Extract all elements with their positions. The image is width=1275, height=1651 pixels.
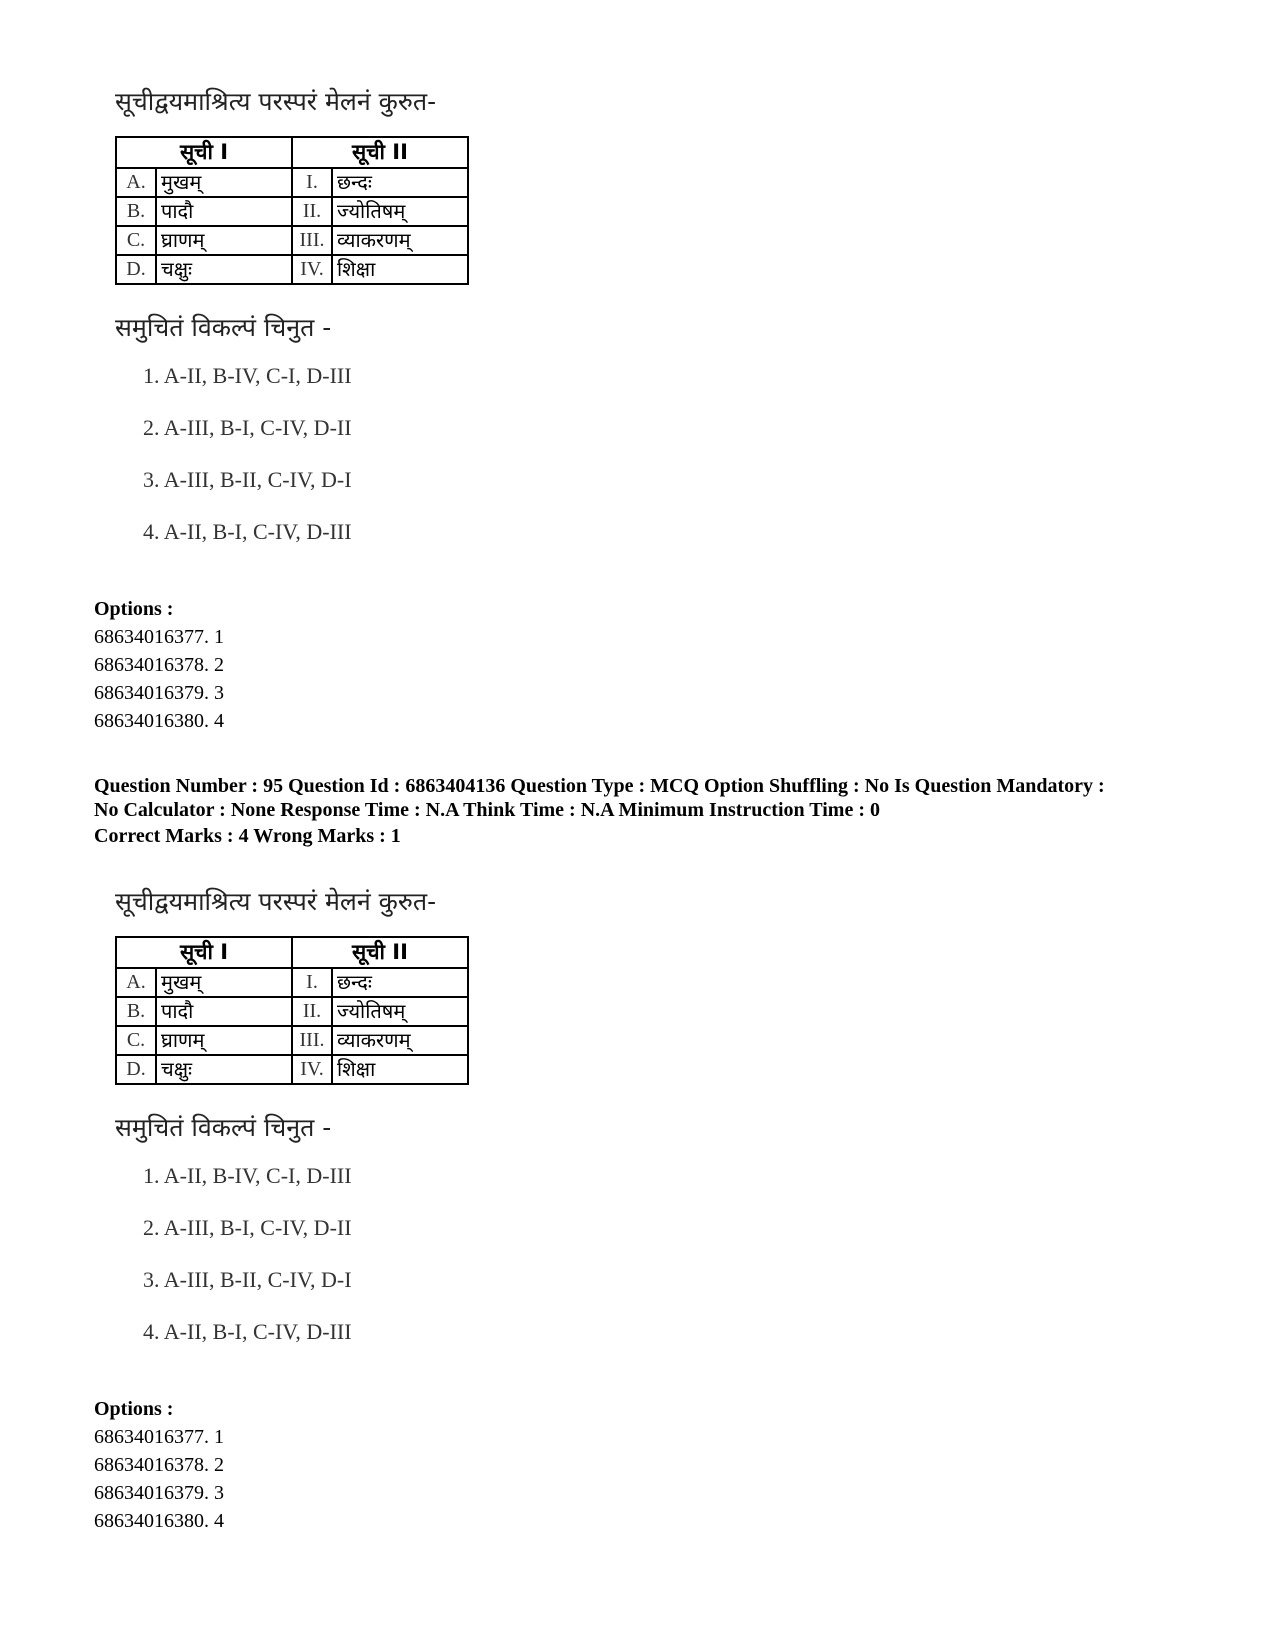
row-key-right: IV.: [292, 255, 332, 284]
row-key-left: D.: [116, 255, 156, 284]
row-value-right: व्याकरणम्: [332, 226, 468, 255]
list-1-header: सूची I: [116, 937, 292, 968]
choice-4: 4. A-II, B-I, C-IV, D-III: [143, 1319, 352, 1344]
row-value-right: व्याकरणम्: [332, 1026, 468, 1055]
options-label: Options :: [94, 1398, 174, 1420]
option-item: 68634016378. 2: [94, 1454, 224, 1476]
table-row: [116, 1026, 468, 1055]
table-row: [116, 226, 468, 255]
question-meta: [94, 774, 1214, 822]
row-key-left: C.: [116, 1026, 156, 1055]
list-1-header: सूची I: [116, 137, 292, 168]
question-image-1: [115, 80, 675, 560]
option-item: 68634016378. 2: [94, 654, 224, 676]
row-value-left: पादौ: [156, 197, 292, 226]
match-table: [115, 936, 469, 1085]
option-item: 68634016377. 1: [94, 1426, 224, 1448]
match-instruction: सूचीद्वयमाश्रित्य परस्परं मेलनं कुरुत-: [115, 87, 437, 116]
row-value-left: घ्राणम्: [156, 226, 292, 255]
row-key-right: II.: [292, 997, 332, 1026]
row-value-left: मुखम्: [156, 168, 292, 197]
row-key-left: B.: [116, 197, 156, 226]
row-key-right: I.: [292, 168, 332, 197]
table-row: [116, 968, 468, 997]
choice-2: 2. A-III, B-I, C-IV, D-II: [143, 1215, 352, 1240]
choice-1: 1. A-II, B-IV, C-I, D-III: [143, 1163, 352, 1188]
option-item: 68634016379. 3: [94, 682, 224, 704]
choice-3: 3. A-III, B-II, C-IV, D-I: [143, 467, 352, 492]
row-value-right: ज्योतिषम्: [332, 197, 468, 226]
question-meta-line-1: Question Number : 95 Question Id : 6863404136 Question Type : MCQ Option Shuffling : No Is Question Mandatory :: [94, 775, 1105, 797]
table-row: [116, 197, 468, 226]
row-value-left: घ्राणम्: [156, 1026, 292, 1055]
row-key-left: B.: [116, 997, 156, 1026]
choose-prompt: समुचितं विकल्पं चिनुत -: [115, 1113, 332, 1142]
row-key-left: A.: [116, 968, 156, 997]
choice-3: 3. A-III, B-II, C-IV, D-I: [143, 1267, 352, 1292]
row-value-right: शिक्षा: [332, 1055, 468, 1084]
row-key-right: II.: [292, 197, 332, 226]
option-item: 68634016380. 4: [94, 710, 224, 732]
row-value-right: छन्दः: [332, 968, 468, 997]
choose-prompt: समुचितं विकल्पं चिनुत -: [115, 313, 332, 342]
option-item: 68634016377. 1: [94, 626, 224, 648]
row-value-right: छन्दः: [332, 168, 468, 197]
question-meta-line-2: No Calculator : None Response Time : N.A Think Time : N.A Minimum Instruction Time : 0: [94, 799, 880, 821]
row-key-left: D.: [116, 1055, 156, 1084]
list-2-header: सूची II: [292, 937, 468, 968]
question-image-2: [115, 880, 675, 1360]
row-value-right: शिक्षा: [332, 255, 468, 284]
row-value-left: चक्षुः: [156, 255, 292, 284]
option-item: 68634016379. 3: [94, 1482, 224, 1504]
options-label: Options :: [94, 598, 174, 620]
row-value-left: चक्षुः: [156, 1055, 292, 1084]
row-key-right: IV.: [292, 1055, 332, 1084]
table-row: [116, 255, 468, 284]
table-row: [116, 1055, 468, 1084]
row-value-left: पादौ: [156, 997, 292, 1026]
row-key-right: III.: [292, 226, 332, 255]
row-key-right: III.: [292, 1026, 332, 1055]
row-value-left: मुखम्: [156, 968, 292, 997]
table-row: [116, 997, 468, 1026]
choice-2: 2. A-III, B-I, C-IV, D-II: [143, 415, 352, 440]
row-value-right: ज्योतिषम्: [332, 997, 468, 1026]
table-row: [116, 168, 468, 197]
list-2-header: सूची II: [292, 137, 468, 168]
choice-4: 4. A-II, B-I, C-IV, D-III: [143, 519, 352, 544]
marks-line: Correct Marks : 4 Wrong Marks : 1: [94, 825, 401, 847]
choice-1: 1. A-II, B-IV, C-I, D-III: [143, 363, 352, 388]
row-key-left: A.: [116, 168, 156, 197]
option-item: 68634016380. 4: [94, 1510, 224, 1532]
row-key-left: C.: [116, 226, 156, 255]
match-instruction: सूचीद्वयमाश्रित्य परस्परं मेलनं कुरुत-: [115, 887, 437, 916]
match-table: [115, 136, 469, 285]
row-key-right: I.: [292, 968, 332, 997]
